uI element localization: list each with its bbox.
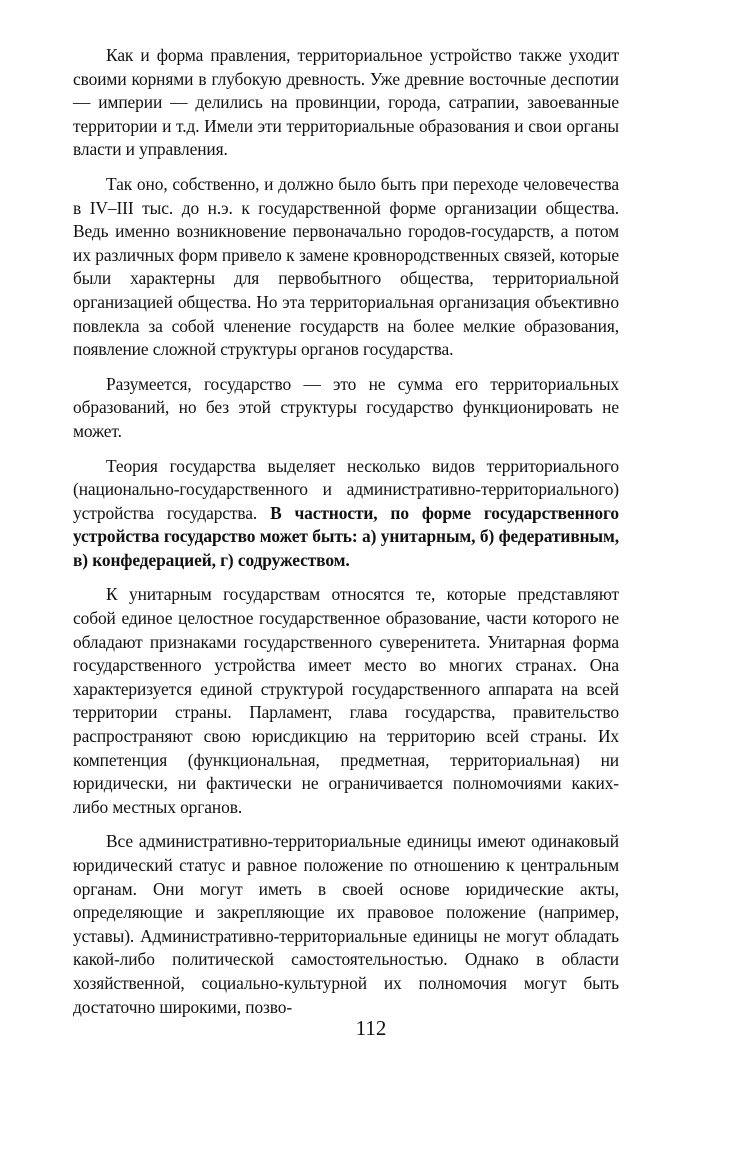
paragraph-6-text: Все административно-территориальные единицы имеют одинаковый юридический статус и равное положение по отношению к центральным органам. Они могут иметь в своей основе юридические акты, определяющие и закрепляющие их правовое положение (например, уставы). Административно-территориальные единицы не могут обладать какой-либо политической самостоятельностью. Однако в области хозяйственной, социально-культурной их полномочия могут быть достаточно широкими, позво- [73, 831, 619, 1017]
body-text [73, 44, 619, 1030]
paragraph-5 [73, 583, 619, 819]
paragraph-3 [73, 373, 619, 444]
paragraph-4 [73, 455, 619, 573]
paragraph-1-text: Как и форма правления, территориальное устройство также уходит своими корнями в глубокую древность. Уже древние восточные деспотии — империи — делились на провинции, города, сатрапии, завоеванные территории и т.д. Имели эти территориальные образования и свои органы власти и управления. [73, 45, 619, 160]
paragraph-3-text: Разумеется, государство — это не сумма его территориальных образований, но без этой структуры государство функционировать не может. [73, 373, 619, 441]
page-number: 112 [355, 1016, 387, 1040]
paragraph-4-bold-text: В частности, по форме государственного устройства государство может быть: а) унитарным, б) федеративным, в) конфедерацией, г) содружеством. [73, 502, 619, 570]
paragraph-1 [73, 44, 619, 162]
paragraph-5-text: К унитарным государствам относятся те, которые представляют собой единое целостное государственное образование, части которого не обладают признаками государственного суверенитета. Унитарная форма государственного устройства имеет место во многих странах. Она характеризуется единой структурой государственного аппарата на всей территории страны. Парламент, глава государства, правительство распространяют свою юрисдикцию на территорию всей страны. Их компетенция (функциональная, предметная, территориальная) ни юридически, ни фактически не ограничивается полномочиями каких-либо местных органов. [73, 584, 619, 817]
paragraph-2 [73, 173, 619, 362]
paragraph-6 [73, 830, 619, 1019]
paragraph-4-text: Теория государства выделяет несколько видов территориального (национально-государственного и административно-территориального) устройства государства. [73, 455, 619, 523]
paragraph-2-text: Так оно, собственно, и должно было быть при переходе человечества в IV–III тыс. до н.э. к государственной форме организации общества. Ведь именно возникновение первоначально городов-государств, а потом их различных форм привело к замене кровнородственных связей, которые были характерны для первобытного общества, территориальной организацией общества. Но эта территориальная организация объективно повлекла за собой членение государств на более мелкие образования, появление сложной структуры органов государства. [73, 173, 619, 360]
